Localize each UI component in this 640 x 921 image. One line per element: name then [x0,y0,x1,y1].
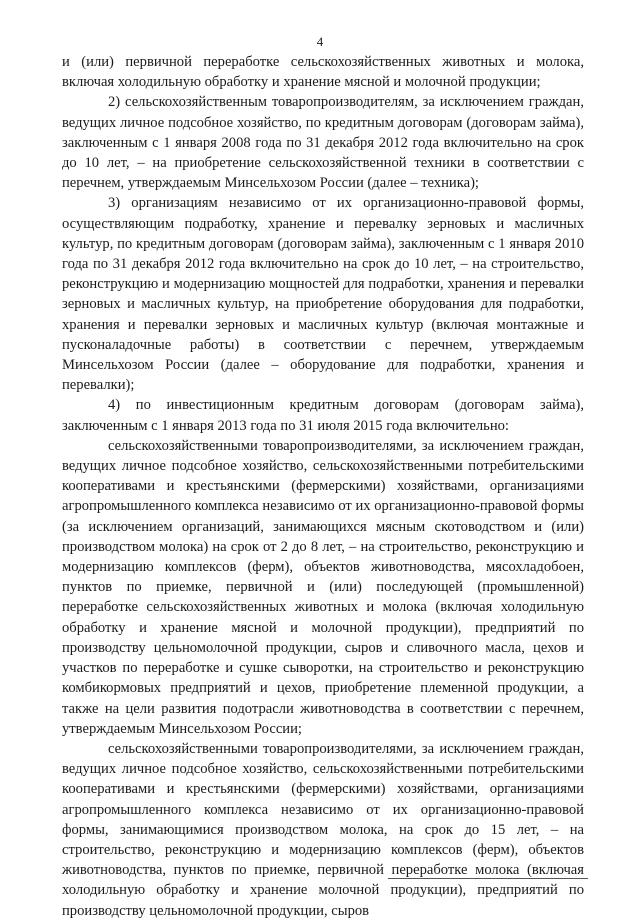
paragraph-continuation: и (или) первичной переработке сельскохозяйственных животных и молока, включая холодильную обработку и хранение мясной и молочной продукции; [62,54,584,91]
paragraph-item-3: 3) организациям независимо от их организационно-правовой формы, осуществляющим подработку, хранение и перевалку зерновых и масличных культур, по кредитным договорам (договорам займа), заключенным с 1 января 2010 года по 31 декабря 2012 года включительно на срок до 10 лет, – на строительство, реконструкцию и модернизацию мощностей для подработки, хранения и перевалки зерновых и масличных культур, на приобретение оборудования для подработки, хранения и перевалки зерновых и масличных культур (включая монтажные и пусконаладочные работы) в соответствии с перечнем, утверждаемым Минсельхозом России (далее – оборудование для подработки, хранения и перевалки); [62,195,584,394]
paragraph-item-4: 4) по инвестиционным кредитным договорам (договорам займа), заключенным с 1 января 2013 года по 31 июля 2015 года включительно: [62,397,584,434]
page-number: 4 [316,34,324,49]
document-body [62,52,584,921]
paragraph-item-4-dairy: сельскохозяйственными товаропроизводителями, за исключением граждан, ведущих личное подсобное хозяйство, сельскохозяйственными потребительскими кооперативами и крестьянскими (фермерскими) хозяйствами, организациями агропромышленного комплекса независимо от их организационно-правовой формы, занимающимися производством молока, на срок до 15 лет, – на строительство, реконструкцию и модернизацию комплексов (ферм), объектов животноводства, пунктов по приемке, первичной переработке молока (включая холодильную обработку и хранение молочной продукции), предприятий по производству цельномолочной продукции, сыров [62,740,584,919]
footer-rule [388,878,588,879]
paragraph-item-2: 2) сельскохозяйственным товаропроизводителям, за исключением граждан, ведущих личное подсобное хозяйство, по кредитным договорам (договорам займа), заключенным с 1 января 2008 года по 31 декабря 2012 года включительно на срок до 10 лет, – на приобретение сельскохозяйственной техники в соответствии с перечнем, утверждаемым Минсельхозом России (далее – техника); [62,94,584,192]
paragraph-item-4-livestock: сельскохозяйственными товаропроизводителями, за исключением граждан, ведущих личное подсобное хозяйство, сельскохозяйственными потребительскими кооперативами и крестьянскими (фермерскими) хозяйствами, организациями агропромышленного комплекса независимо от их организационно-правовой формы (за исключением организаций, занимающихся мясным скотоводством и (или) производством молока) на срок от 2 до 8 лет, – на строительство, реконструкцию и модернизацию комплексов (ферм), объектов животноводства, мясохладобоен, пунктов по приемке, первичной и (или) последующей (промышленной) переработке сельскохозяйственных животных и молока (включая холодильную обработку и хранение мясной и молочной продукции), предприятий по производству цельномолочной продукции, сыров и сливочного масла, цехов и участков по переработке и сушке сыворотки, на строительство и реконструкцию комбикормовых предприятий и цехов, приобретение племенной продукции, а также на цели развития подотрасли животноводства в соответствии с перечнем, утверждаемым Минсельхозом России; [62,437,584,737]
